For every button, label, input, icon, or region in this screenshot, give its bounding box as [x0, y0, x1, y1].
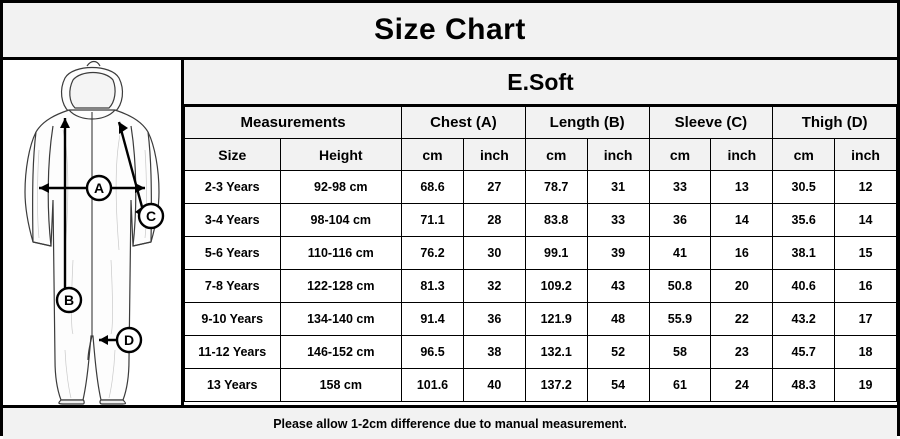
cell-length-inch: 43	[587, 270, 649, 303]
cell-height: 98-104 cm	[280, 204, 402, 237]
group-header-thigh: Thigh (D)	[773, 107, 897, 139]
cell-size: 2-3 Years	[185, 171, 281, 204]
cell-length-cm: 99.1	[525, 237, 587, 270]
brand-row	[184, 60, 897, 106]
cell-chest-inch: 32	[463, 270, 525, 303]
cell-height: 158 cm	[280, 369, 402, 402]
cell-length-cm: 78.7	[525, 171, 587, 204]
cell-thigh-cm: 38.1	[773, 237, 835, 270]
table-group-header-row	[185, 107, 897, 139]
cell-chest-inch: 30	[463, 237, 525, 270]
brand-name: E.Soft	[507, 68, 574, 95]
table-body	[185, 171, 897, 402]
cell-height: 92-98 cm	[280, 171, 402, 204]
table-row	[185, 336, 897, 369]
cell-height: 110-116 cm	[280, 237, 402, 270]
cell-chest-cm: 71.1	[402, 204, 464, 237]
marker-c-label: C	[145, 208, 157, 224]
cell-thigh-inch: 15	[835, 237, 897, 270]
cell-height: 134-140 cm	[280, 303, 402, 336]
group-header-sleeve: Sleeve (C)	[649, 107, 773, 139]
cell-height: 146-152 cm	[280, 336, 402, 369]
table-row	[185, 270, 897, 303]
cell-size: 3-4 Years	[185, 204, 281, 237]
cell-length-cm: 137.2	[525, 369, 587, 402]
cell-chest-inch: 38	[463, 336, 525, 369]
garment-diagram-panel	[3, 60, 184, 405]
cell-sleeve-cm: 41	[649, 237, 711, 270]
table-row	[185, 204, 897, 237]
cell-size: 11-12 Years	[185, 336, 281, 369]
cell-length-cm: 132.1	[525, 336, 587, 369]
cell-thigh-cm: 48.3	[773, 369, 835, 402]
cell-chest-inch: 28	[463, 204, 525, 237]
cell-thigh-inch: 14	[835, 204, 897, 237]
cell-length-inch: 52	[587, 336, 649, 369]
cell-length-inch: 39	[587, 237, 649, 270]
sub-header-chest-cm: cm	[402, 139, 464, 171]
cell-sleeve-cm: 36	[649, 204, 711, 237]
marker-b-label: B	[63, 292, 75, 308]
cell-sleeve-inch: 22	[711, 303, 773, 336]
cell-chest-cm: 81.3	[402, 270, 464, 303]
size-table	[184, 106, 897, 402]
cell-sleeve-inch: 23	[711, 336, 773, 369]
table-row	[185, 303, 897, 336]
cell-chest-cm: 68.6	[402, 171, 464, 204]
table-row	[185, 171, 897, 204]
cell-sleeve-cm: 50.8	[649, 270, 711, 303]
cell-length-cm: 109.2	[525, 270, 587, 303]
cell-thigh-inch: 12	[835, 171, 897, 204]
cell-thigh-inch: 19	[835, 369, 897, 402]
cell-length-inch: 31	[587, 171, 649, 204]
cell-chest-inch: 36	[463, 303, 525, 336]
group-header-chest: Chest (A)	[402, 107, 526, 139]
cell-length-inch: 33	[587, 204, 649, 237]
page-title: Size Chart	[374, 13, 526, 46]
footer-note: Please allow 1-2cm difference due to manual measurement.	[273, 416, 627, 431]
cell-thigh-inch: 18	[835, 336, 897, 369]
cell-chest-cm: 76.2	[402, 237, 464, 270]
cell-sleeve-cm: 55.9	[649, 303, 711, 336]
cell-thigh-cm: 30.5	[773, 171, 835, 204]
marker-a-label: A	[93, 180, 105, 196]
size-table-panel	[184, 60, 897, 405]
cell-height: 122-128 cm	[280, 270, 402, 303]
cell-sleeve-cm: 33	[649, 171, 711, 204]
cell-sleeve-cm: 61	[649, 369, 711, 402]
cell-chest-cm: 96.5	[402, 336, 464, 369]
chart-body	[3, 60, 897, 405]
table-row	[185, 369, 897, 402]
cell-thigh-cm: 45.7	[773, 336, 835, 369]
cell-chest-cm: 101.6	[402, 369, 464, 402]
cell-sleeve-inch: 13	[711, 171, 773, 204]
cell-size: 7-8 Years	[185, 270, 281, 303]
footer-note-bar	[3, 405, 897, 439]
sub-header-sleeve-cm: cm	[649, 139, 711, 171]
cell-chest-inch: 27	[463, 171, 525, 204]
cell-length-inch: 48	[587, 303, 649, 336]
cell-size: 9-10 Years	[185, 303, 281, 336]
cell-length-cm: 121.9	[525, 303, 587, 336]
cell-thigh-cm: 35.6	[773, 204, 835, 237]
cell-length-cm: 83.8	[525, 204, 587, 237]
group-header-length: Length (B)	[525, 107, 649, 139]
cell-sleeve-inch: 16	[711, 237, 773, 270]
cell-size: 13 Years	[185, 369, 281, 402]
cell-chest-cm: 91.4	[402, 303, 464, 336]
sub-header-sleeve-inch: inch	[711, 139, 773, 171]
marker-d-label: D	[123, 332, 135, 348]
table-sub-header-row	[185, 139, 897, 171]
cell-thigh-inch: 17	[835, 303, 897, 336]
sub-header-size: Size	[185, 139, 281, 171]
cell-size: 5-6 Years	[185, 237, 281, 270]
sub-header-thigh-inch: inch	[835, 139, 897, 171]
sub-header-height: Height	[280, 139, 402, 171]
table-row	[185, 237, 897, 270]
sub-header-chest-inch: inch	[463, 139, 525, 171]
cell-length-inch: 54	[587, 369, 649, 402]
page-title-bar	[3, 3, 897, 60]
sub-header-length-cm: cm	[525, 139, 587, 171]
cell-sleeve-inch: 20	[711, 270, 773, 303]
onesie-garment-diagram-icon	[3, 60, 181, 405]
cell-chest-inch: 40	[463, 369, 525, 402]
cell-sleeve-inch: 14	[711, 204, 773, 237]
sub-header-thigh-cm: cm	[773, 139, 835, 171]
sub-header-length-inch: inch	[587, 139, 649, 171]
cell-sleeve-inch: 24	[711, 369, 773, 402]
cell-thigh-cm: 40.6	[773, 270, 835, 303]
cell-thigh-cm: 43.2	[773, 303, 835, 336]
group-header-measurements: Measurements	[185, 107, 402, 139]
cell-thigh-inch: 16	[835, 270, 897, 303]
cell-sleeve-cm: 58	[649, 336, 711, 369]
